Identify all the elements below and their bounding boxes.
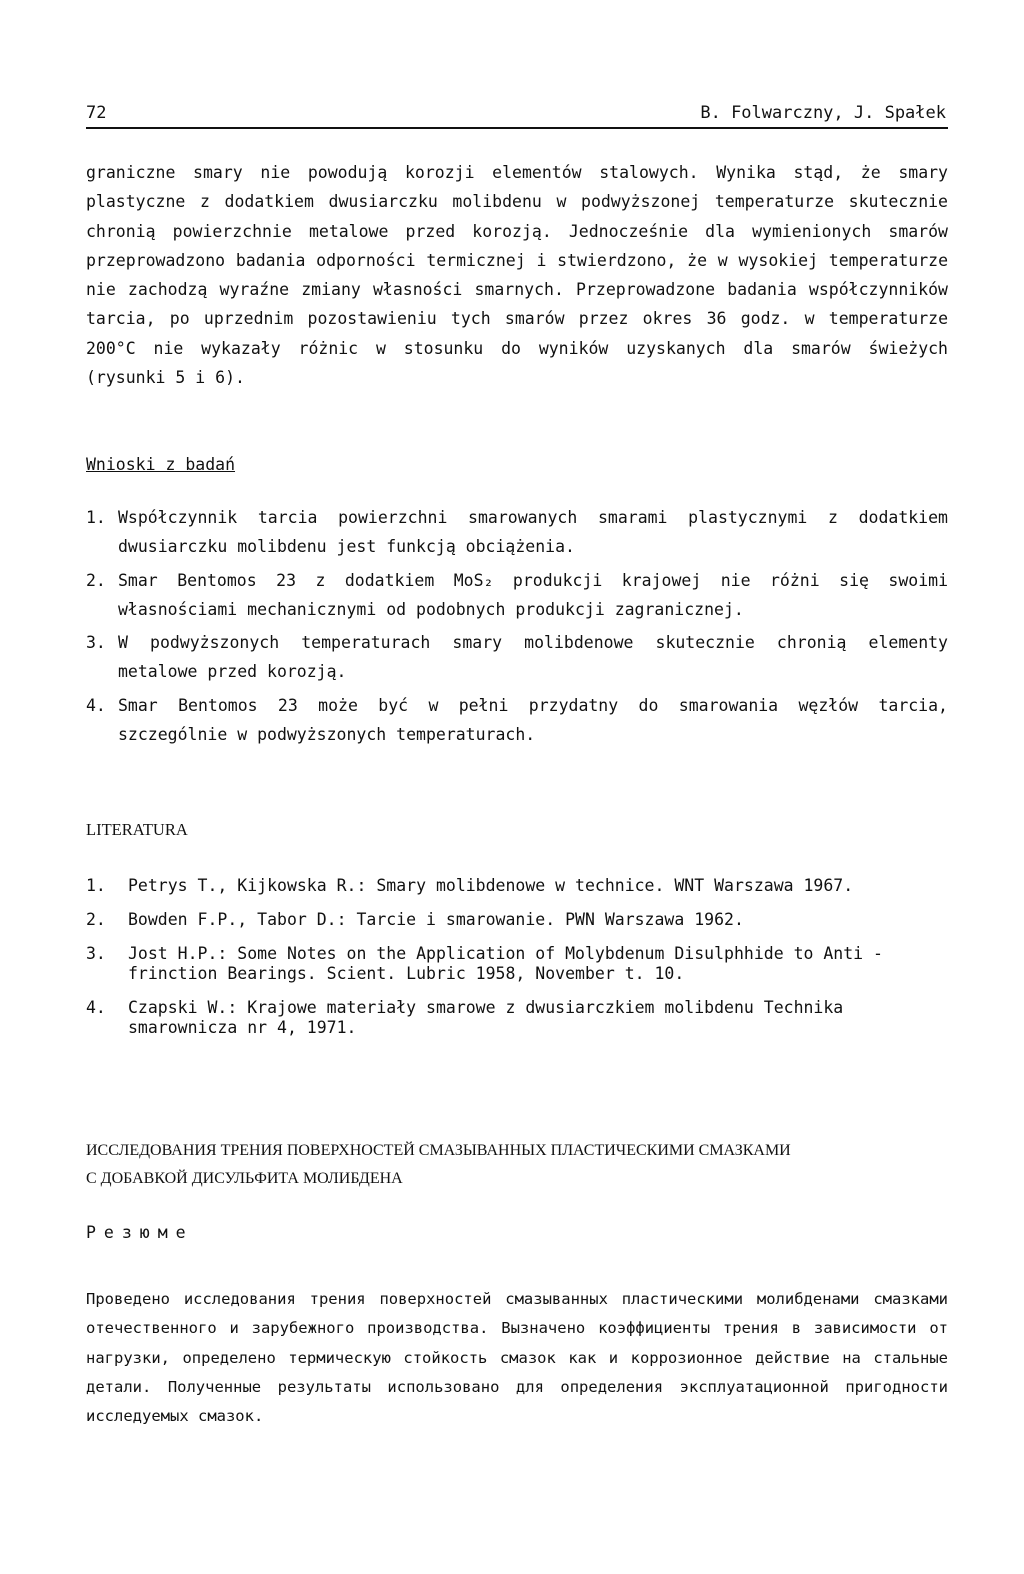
- reference-text: Petrys T., Kijkowska R.: Smary molibdenowe w technice. WNT Warszawa 1967.: [128, 876, 854, 895]
- conclusion-item: [86, 566, 948, 625]
- conclusion-item: [86, 691, 948, 750]
- reference-item: [86, 944, 948, 984]
- reference-number: 2.: [86, 910, 106, 929]
- conclusions-heading: Wnioski z badań: [86, 455, 236, 474]
- reference-text: Czapski W.: Krajowe materiały smarowe z dwusiarczkiem molibdenu Technika smarownicza nr 4, 1971.: [128, 998, 844, 1037]
- literature-heading: LITERATURA: [86, 820, 188, 839]
- reference-number: 1.: [86, 876, 106, 895]
- page-header: [86, 103, 948, 129]
- reference-item: [86, 876, 948, 896]
- reference-number: 3.: [86, 944, 106, 963]
- conclusion-text: W podwyższonych temperaturach smary molibdenowe skutecznie chronią elementy metalowe przed korozją.: [118, 633, 948, 682]
- russian-summary-title: [86, 1137, 966, 1193]
- conclusion-number: 4.: [86, 695, 106, 715]
- conclusion-text: Smar Bentomos 23 może być w pełni przydatny do smarowania węzłów tarcia, szczególnie w podwyższonych temperaturach.: [118, 695, 948, 745]
- reference-number: 4.: [86, 998, 106, 1017]
- conclusions-list: [86, 503, 948, 753]
- reference-item: [86, 910, 948, 930]
- conclusion-number: 1.: [86, 508, 106, 527]
- conclusion-number: 2.: [86, 570, 106, 590]
- resume-heading: Резюме: [86, 1223, 194, 1242]
- conclusion-text: Współczynnik tarcia powierzchni smarowanych smarami plastycznymi z dodatkiem dwusiarczku molibdenu jest funkcją obciążenia.: [118, 508, 948, 557]
- conclusion-item: [86, 628, 948, 687]
- russian-title-line: С ДОБАВКОЙ ДИСУЛЬФИТА МОЛИБДЕНА: [86, 1170, 403, 1187]
- running-authors: B. Folwarczny, J. Spałek: [700, 103, 946, 123]
- conclusion-text: Smar Bentomos 23 z dodatkiem MoS₂ produkcji krajowej nie różni się swoimi własnościami mechanicznymi od podobnych produkcji zagranicznej.: [118, 570, 948, 619]
- resume-text: Проведено исследования трения поверхностей смазыванных пластическими молибденами смазками отечественного и зарубежного производства. Вызначено коэффициенты трения в зависимости от нагрузки, определено термическую стойкость смазок как и коррозионное действие на стальные детали. Полученные результаты использовано для определения эксплуатационной пригодности исследуемых смазок.: [86, 1290, 948, 1426]
- reference-text: Bowden F.P., Tabor D.: Tarcie i smarowanie. PWN Warszawa 1962.: [128, 910, 744, 929]
- reference-text: Jost H.P.: Some Notes on the Application of Molybdenum Disulphhide to Anti - frinction Bearings. Scient. Lubric 1958, November t. 10.: [128, 944, 883, 983]
- russian-title-line: ИССЛЕДОВАНИЯ ТРЕНИЯ ПОВЕРХНОСТЕЙ СМАЗЫВАННЫХ ПЛАСТИЧЕСКИМИ СМАЗКАМИ: [86, 1142, 791, 1159]
- intro-paragraph: graniczne smary nie powodują korozji elementów stalowych. Wynika stąd, że smary plastyczne z dodatkiem dwusiarczku molibdenu w podwyższonej temperaturze skutecznie chronią powierzchnie metalowe przed korozją. Jednocześnie dla wymienionych smarów przeprowadzono badania odporności termicznej i stwierdzono, że w wysokiej temperaturze nie zachodzą wyraźne zmiany własności smarnych. Przeprowadzone badania współczynników tarcia, po uprzednim pozostawieniu tych smarów przez okres 36 godz. w temperaturze 200°C nie wykazały różnic w stosunku do wyników uzyskanych dla smarów świeżych (rysunki 5 i 6).: [86, 163, 948, 388]
- reference-list: [86, 876, 948, 1052]
- page-number: 72: [86, 103, 107, 123]
- conclusion-number: 3.: [86, 633, 106, 653]
- reference-item: [86, 998, 948, 1038]
- conclusion-item: [86, 503, 948, 562]
